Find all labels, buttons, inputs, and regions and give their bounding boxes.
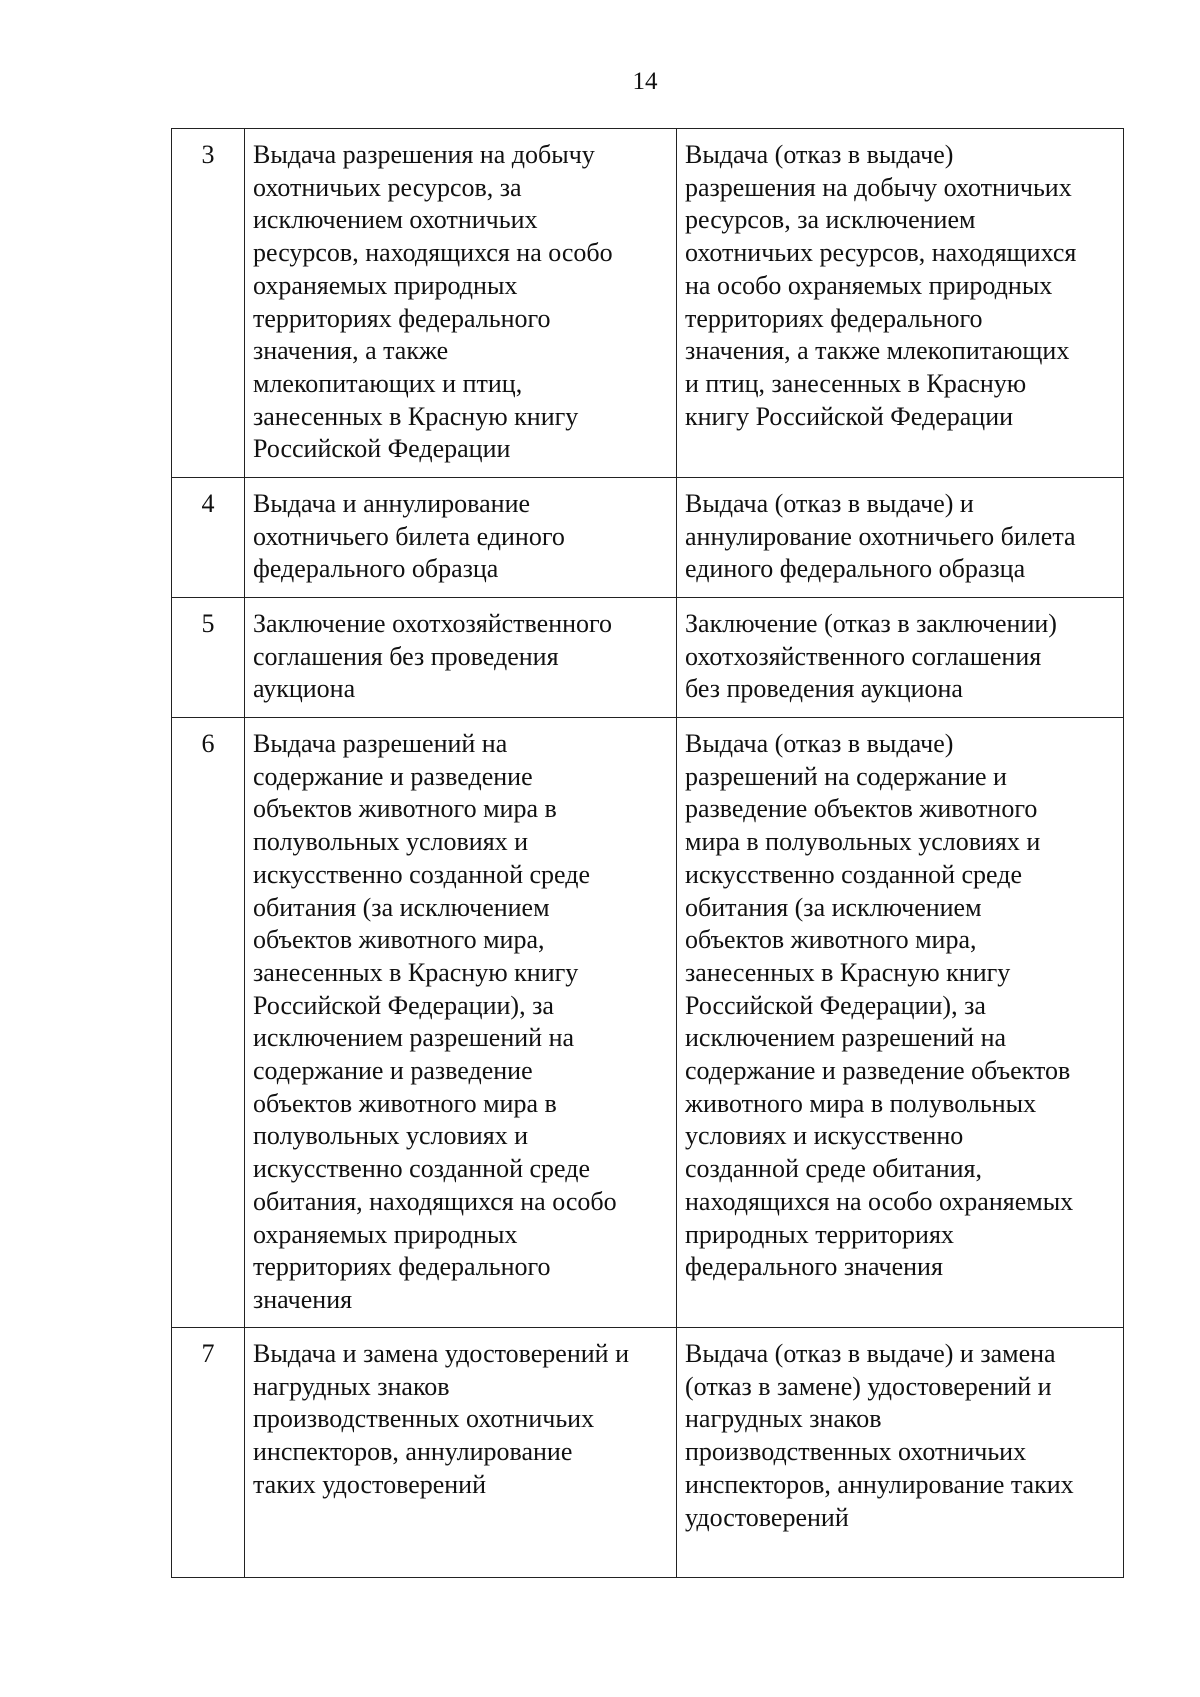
service-name: Заключение охотхозяйственного соглашения без проведения аукциона [245,598,677,718]
service-name: Выдача разрешения на добычу охотничьих ресурсов, за исключением охотничьих ресурсов, находящихся на особо охраняемых природных территориях федерального значения, а также млекопитающих и птиц, занесенных в Красную книгу Российской Федерации [245,129,677,478]
service-name: Выдача и аннулирование охотничьего билета единого федерального образца [245,478,677,598]
table-row [172,478,1124,598]
service-description: Выдача (отказ в выдаче) разрешений на содержание и разведение объектов животного мира в полувольных условиях и искусственно созданной среде обитания (за исключением объектов животного мира, занесенных в Красную книгу Российской Федерации), за исключением разрешений на содержание и разведение объектов животного мира в полувольных условиях и искусственно созданной среде обитания, находящихся на особо охраняемых природных территориях федерального значения [677,718,1124,1328]
services-table [171,128,1124,1578]
row-number: 5 [172,598,245,718]
service-description: Заключение (отказ в заключении) охотхозяйственного соглашения без проведения аукциона [677,598,1124,718]
table-row [172,718,1124,1328]
table-row [172,129,1124,478]
service-name: Выдача разрешений на содержание и разведение объектов животного мира в полувольных условиях и искусственно созданной среде обитания (за исключением объектов животного мира, занесенных в Красную книгу Российской Федерации), за исключением разрешений на содержание и разведение объектов животного мира в полувольных условиях и искусственно созданной среде обитания, находящихся на особо охраняемых природных территориях федерального значения [245,718,677,1328]
row-number: 7 [172,1328,245,1578]
service-description: Выдача (отказ в выдаче) и аннулирование охотничьего билета единого федерального образца [677,478,1124,598]
service-description: Выдача (отказ в выдаче) разрешения на добычу охотничьих ресурсов, за исключением охотничьих ресурсов, находящихся на особо охраняемых природных территориях федерального значения, а также млекопитающих и птиц, занесенных в Красную книгу Российской Федерации [677,129,1124,478]
row-number: 4 [172,478,245,598]
table-row [172,1328,1124,1578]
table-row [172,598,1124,718]
service-description: Выдача (отказ в выдаче) и замена (отказ в замене) удостоверений и нагрудных знаков производственных охотничьих инспекторов, аннулирование таких удостоверений [677,1328,1124,1578]
service-name: Выдача и замена удостоверений и нагрудных знаков производственных охотничьих инспекторов, аннулирование таких удостоверений [245,1328,677,1578]
row-number: 6 [172,718,245,1328]
page-number: 14 [632,68,658,95]
row-number: 3 [172,129,245,478]
